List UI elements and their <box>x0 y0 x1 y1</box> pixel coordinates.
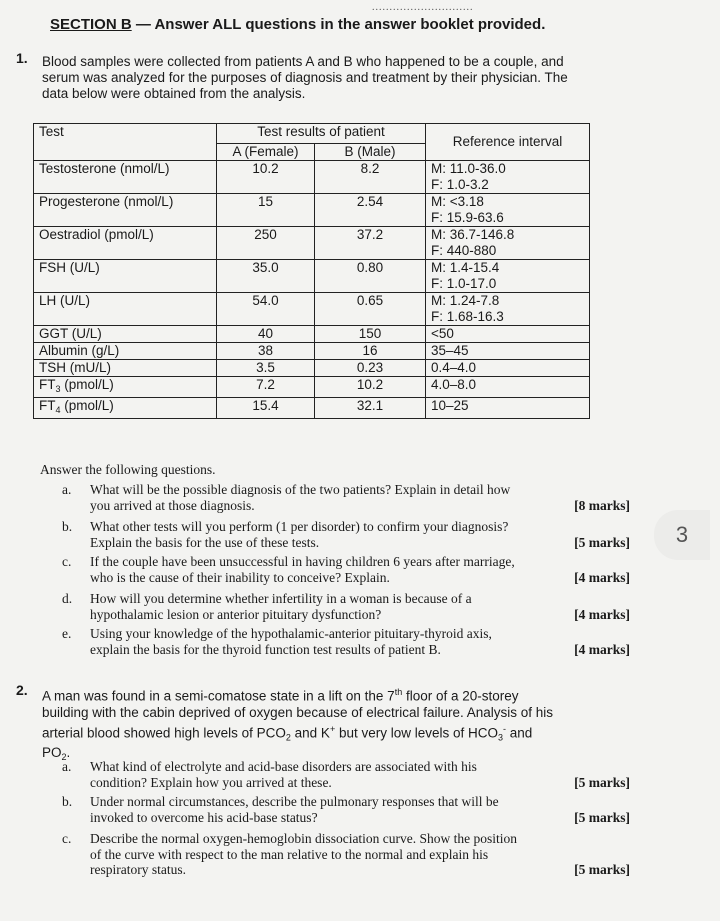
cell-reference <box>426 260 590 293</box>
cell-b: 2.54 <box>315 194 426 227</box>
q2-item-c <box>62 831 632 883</box>
item-line: who is the cause of their inability to conceive? Explain. <box>90 569 390 585</box>
table-row <box>34 377 590 398</box>
item-line-wrap <box>90 775 630 791</box>
item-label: a. <box>62 759 72 774</box>
cell-a: 3.5 <box>217 360 315 377</box>
cell-b: 10.2 <box>315 377 426 398</box>
cell-reference: 10–25 <box>426 398 590 419</box>
cell-a: 38 <box>217 343 315 360</box>
item-line: invoked to overcome his acid-base status? <box>90 809 318 825</box>
item-label: b. <box>62 519 73 534</box>
q2-intro-line: arterial blood showed high levels of $PCO_2$ and K+ but very low levels of $HCO_3^-$ and <box>42 723 533 742</box>
item-line-wrap <box>90 498 630 514</box>
ref-male: M: 1.4-15.4 <box>431 260 500 275</box>
cell-test: Testosterone (nmol/L) <box>34 161 217 194</box>
item-line-wrap <box>90 642 630 658</box>
item-marks: [4 marks] <box>574 641 630 657</box>
item-marks: [5 marks] <box>574 774 630 790</box>
ref-male: M: 11.0-36.0 <box>431 161 506 176</box>
cell-reference <box>426 227 590 260</box>
table-row <box>34 260 590 293</box>
item-label: a. <box>62 482 72 497</box>
item-label: c. <box>62 554 72 569</box>
header-test: Test <box>34 124 217 161</box>
question-2-intro <box>42 684 638 765</box>
cell-a: 10.2 <box>217 161 315 194</box>
question-1-intro <box>42 54 638 102</box>
item-line: of the curve with respect to the man relative to the normal and explain his <box>90 846 489 862</box>
cell-test: LH (U/L) <box>34 293 217 326</box>
q2-item-a <box>62 759 632 793</box>
q2-intro-line: building with the cabin deprived of oxygen because of electrical failure. Analysis of his <box>42 704 554 720</box>
item-line: condition? Explain how you arrived at these. <box>90 774 332 790</box>
item-line: Describe the normal oxygen-hemoglobin dissociation curve. Show the position <box>90 831 518 846</box>
q2-item-b <box>62 794 632 828</box>
ref-female: F: 1.68-16.3 <box>431 309 504 324</box>
item-line-wrap <box>90 810 630 826</box>
cell-a: 35.0 <box>217 260 315 293</box>
cell-a: 15 <box>217 194 315 227</box>
item-line: you arrived at those diagnosis. <box>90 497 255 513</box>
ref-male: M: <3.18 <box>431 194 484 209</box>
cell-reference <box>426 293 590 326</box>
cell-b: 8.2 <box>315 161 426 194</box>
table-row <box>34 293 590 326</box>
cell-b: 0.23 <box>315 360 426 377</box>
q1-item-b <box>62 519 632 553</box>
item-text <box>90 554 630 585</box>
cell-a: 15.4 <box>217 398 315 419</box>
page-number-badge[interactable]: 3 <box>654 510 710 560</box>
table-row <box>34 161 590 194</box>
item-marks: [4 marks] <box>574 606 630 622</box>
ref-female: F: 1.0-17.0 <box>431 276 497 291</box>
cell-reference: 35–45 <box>426 343 590 360</box>
q1-intro-line: Blood samples were collected from patients A and B who happened to be a couple, and <box>42 54 564 69</box>
header-results: Test results of patient <box>217 124 426 144</box>
ref-male: M: 1.24-7.8 <box>431 293 500 308</box>
item-line: explain the basis for the thyroid function test results of patient B. <box>90 641 441 657</box>
ref-female: F: 15.9-63.6 <box>431 210 504 225</box>
item-marks: [5 marks] <box>574 534 630 550</box>
section-heading <box>50 16 545 33</box>
item-text <box>90 591 630 622</box>
table-row <box>34 343 590 360</box>
cell-reference: 4.0–8.0 <box>426 377 590 398</box>
cell-a: 40 <box>217 326 315 343</box>
q2-intro-line: $PO_2$. <box>42 745 71 762</box>
cell-test: TSH (mU/L) <box>34 360 217 377</box>
cell-b: 37.2 <box>315 227 426 260</box>
item-line: Explain the basis for the use of these tests. <box>90 534 320 550</box>
item-label: c. <box>62 831 72 846</box>
ref-female: F: 1.0-3.2 <box>431 177 489 192</box>
ref-female: F: 440-880 <box>431 243 497 258</box>
item-text <box>90 482 630 513</box>
table-row <box>34 227 590 260</box>
q1-item-e <box>62 626 632 660</box>
cell-a: 250 <box>217 227 315 260</box>
item-line: Under normal circumstances, describe the pulmonary responses that will be <box>90 794 499 809</box>
question-1-number: 1. <box>16 50 28 66</box>
cell-test: $FT_4$ (pmol/L) <box>34 398 217 419</box>
item-label: e. <box>62 626 72 641</box>
item-line: If the couple have been unsuccessful in having children 6 years after marriage, <box>90 554 515 569</box>
question-2-number: 2. <box>16 682 28 698</box>
section-instruction: — Answer ALL questions in the answer booklet provided. <box>131 16 546 33</box>
item-text <box>90 626 630 657</box>
ref-male: M: 36.7-146.8 <box>431 227 515 242</box>
header-patient-b: B (Male) <box>315 144 426 161</box>
q1-intro-line: data below were obtained from the analysis. <box>42 86 306 101</box>
cell-reference <box>426 194 590 227</box>
table-row <box>34 194 590 227</box>
table-row <box>34 398 590 419</box>
cell-reference: 0.4–4.0 <box>426 360 590 377</box>
cell-reference <box>426 161 590 194</box>
top-dotted-line: ............................. <box>372 2 474 13</box>
cell-b: 0.80 <box>315 260 426 293</box>
cell-a: 7.2 <box>217 377 315 398</box>
table-row <box>34 360 590 377</box>
item-line-wrap <box>90 862 630 878</box>
item-marks: [5 marks] <box>574 809 630 825</box>
q1-intro-line: serum was analyzed for the purposes of diagnosis and treatment by their physician. The <box>42 70 568 85</box>
q1-item-d <box>62 591 632 625</box>
section-title: SECTION B <box>50 16 132 33</box>
cell-test: $FT_3$ (pmol/L) <box>34 377 217 398</box>
item-text <box>90 519 630 550</box>
table-row <box>34 326 590 343</box>
lab-results-table <box>33 123 590 419</box>
item-line: What will be the possible diagnosis of the two patients? Explain in detail how <box>90 482 511 497</box>
cell-test: GGT (U/L) <box>34 326 217 343</box>
answer-intro: Answer the following questions. <box>40 462 216 477</box>
item-line: What other tests will you perform (1 per disorder) to confirm your diagnosis? <box>90 519 509 534</box>
item-marks: [8 marks] <box>574 497 630 513</box>
cell-test: FSH (U/L) <box>34 260 217 293</box>
q1-item-a <box>62 482 632 516</box>
cell-a: 54.0 <box>217 293 315 326</box>
q1-item-c <box>62 554 632 588</box>
item-line-wrap <box>90 570 630 586</box>
item-line: What kind of electrolyte and acid-base disorders are associated with his <box>90 759 477 774</box>
cell-b: 16 <box>315 343 426 360</box>
cell-test: Albumin (g/L) <box>34 343 217 360</box>
cell-b: 0.65 <box>315 293 426 326</box>
cell-b: 32.1 <box>315 398 426 419</box>
q2-intro-line: A man was found in a semi-comatose state in a lift on the 7th floor of a 20-storey <box>42 687 519 704</box>
cell-test: Oestradiol (pmol/L) <box>34 227 217 260</box>
cell-reference: <50 <box>426 326 590 343</box>
header-reference: Reference interval <box>426 124 590 161</box>
item-text <box>90 794 630 825</box>
item-line: How will you determine whether infertility in a woman is because of a <box>90 591 472 606</box>
item-text <box>90 759 630 790</box>
item-line: respiratory status. <box>90 862 186 877</box>
item-line-wrap <box>90 535 630 551</box>
item-line: Using your knowledge of the hypothalamic-anterior pituitary-thyroid axis, <box>90 626 492 641</box>
item-text <box>90 831 630 878</box>
item-label: b. <box>62 794 73 809</box>
item-marks: [5 marks] <box>574 862 630 877</box>
item-marks: [4 marks] <box>574 569 630 585</box>
item-label: d. <box>62 591 73 606</box>
cell-test: Progesterone (nmol/L) <box>34 194 217 227</box>
header-patient-a: A (Female) <box>217 144 315 161</box>
item-line-wrap <box>90 607 630 623</box>
cell-b: 150 <box>315 326 426 343</box>
item-line: hypothalamic lesion or anterior pituitary dysfunction? <box>90 606 382 622</box>
